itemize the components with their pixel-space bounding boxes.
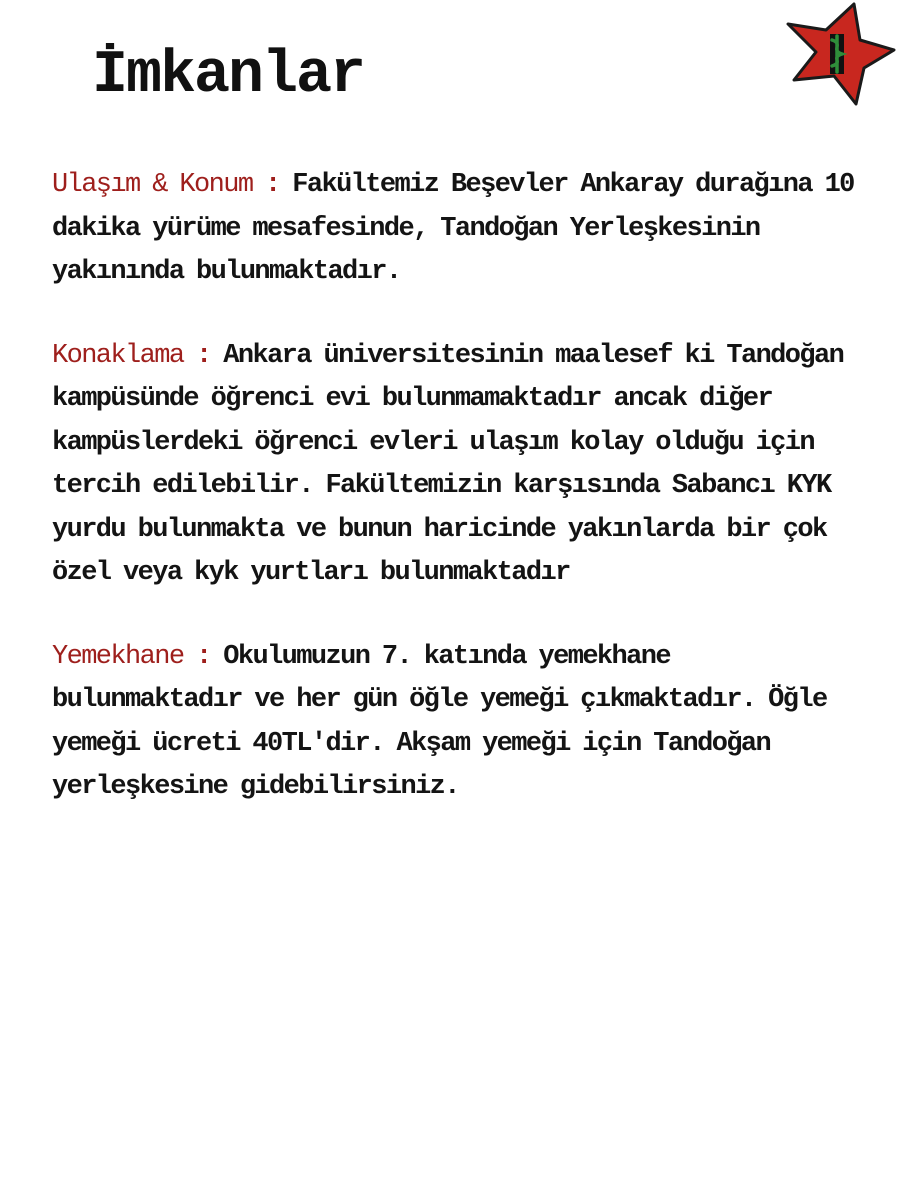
section-label: Konaklama: [52, 340, 184, 371]
section-text: Okulumuzun 7. katında yemekhane bulunmaktadır ve her gün öğle yemeği çıkmaktadır. Öğle yemeği ücreti 40TL'dir. Akşam yemeği için Tandoğan yerleşkesine gidebilirsiniz.: [52, 641, 827, 802]
section-separator: :: [196, 641, 211, 672]
section-separator: :: [265, 170, 280, 200]
section-transport-location: [52, 164, 872, 295]
page-title: İmkanlar: [92, 42, 365, 110]
section-cafeteria: [52, 636, 872, 810]
section-separator: :: [196, 340, 211, 371]
section-label: Ulaşım & Konum: [52, 170, 253, 200]
section-text: Ankara üniversitesinin maalesef ki Tandoğan kampüsünde öğrenci evi bulunmamaktadır ancak diğer kampüslerdeki öğrenci evleri ulaşım kolay olduğu için tercih edilebilir. Fakültemizin karşısında Sabancı KYK yurdu bulunmakta ve bunun haricinde yakınlarda bir çok özel veya kyk yurtları bulunmaktadır: [52, 340, 844, 588]
section-label: Yemekhane: [52, 641, 184, 672]
star-logo-icon: [776, 0, 896, 112]
section-text: Fakültemiz Beşevler Ankaray durağına 10 dakika yürüme mesafesinde, Tandoğan Yerleşkesinin yakınında bulunmaktadır.: [52, 170, 854, 287]
section-accommodation: [52, 335, 872, 596]
facilities-content: [52, 164, 872, 850]
